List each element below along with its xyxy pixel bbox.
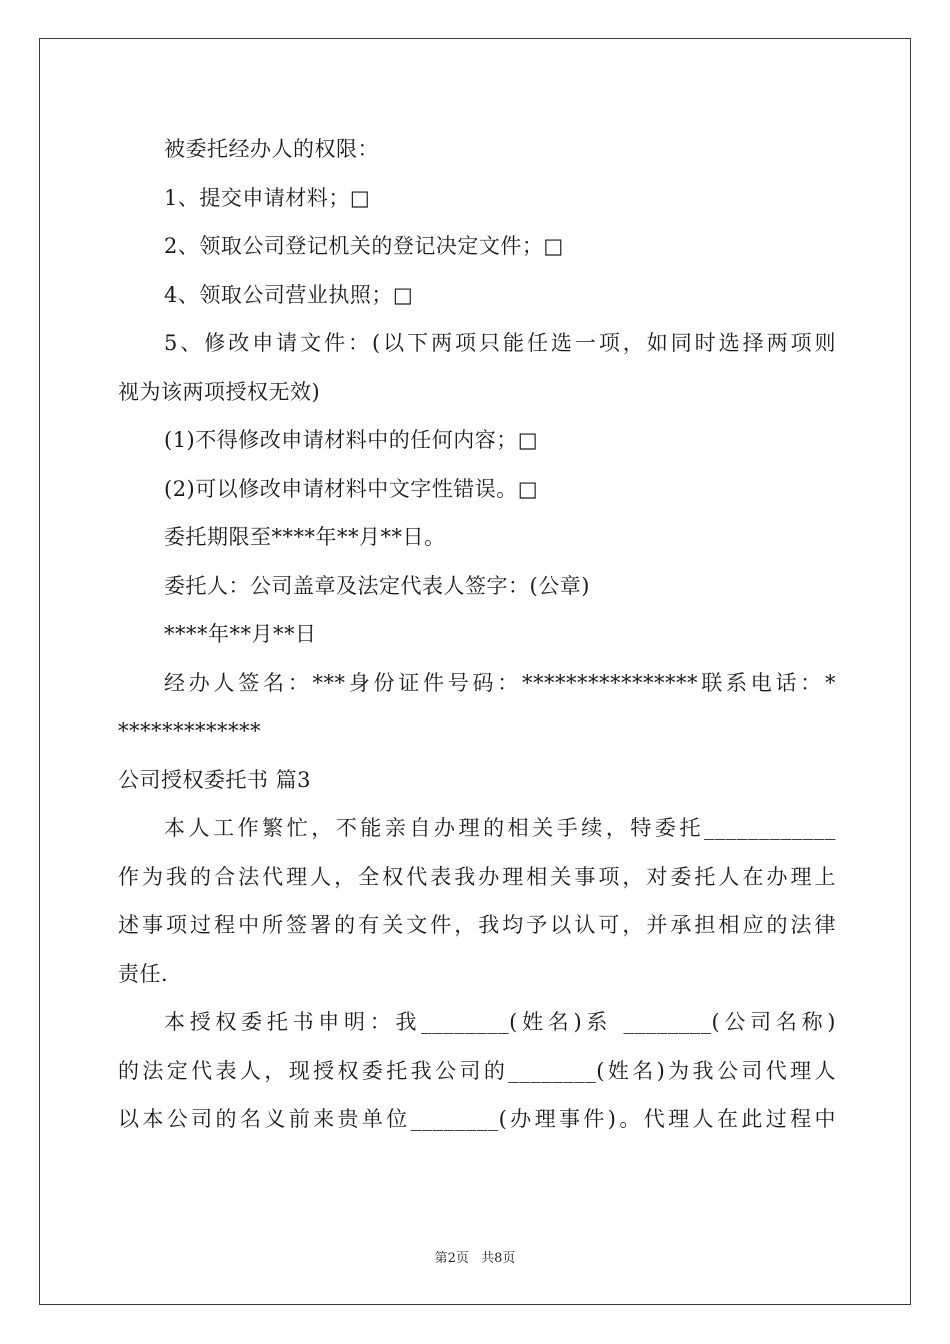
text-line: (1)不得修改申请材料中的任何内容；□: [164, 428, 539, 452]
text-line: 被委托经办人的权限：: [164, 137, 379, 161]
text-line: 经办人签名：***身份证件号码：****************联系电话：*: [164, 670, 836, 695]
text-line: 公司授权委托书 篇3: [118, 767, 312, 792]
text-line: (2)可以修改申请材料中文字性错误。□: [164, 476, 539, 501]
text-line: 4、领取公司营业执照；□: [164, 282, 414, 307]
text-line: 1、提交申请材料；□: [164, 185, 371, 210]
text-line: 视为该两项授权无效): [118, 379, 321, 404]
text-line: *************: [118, 719, 261, 743]
text-line: 委托人：公司盖章及法定代表人签字：(公章): [164, 573, 590, 598]
page-number: 第2页: [434, 1251, 469, 1266]
text-line: 本授权委托书申明：我________(姓名)系 ________(公司名称): [164, 1010, 836, 1034]
text-line: ****年**月**日: [164, 622, 317, 646]
text-line: 的法定代表人，现授权委托我公司的________(姓名)为我公司代理人: [118, 1058, 836, 1083]
text-line: 本人工作繁忙，不能亲自办理的相关手续，特委托____________: [164, 816, 836, 840]
page-total: 共8页: [481, 1251, 516, 1266]
text-line: 责任.: [118, 961, 169, 986]
text-line: 作为我的合法代理人，全权代表我办理相关事项，对委托人在办理上: [118, 864, 836, 889]
text-line: 以本公司的名义前来贵单位________(办理事件)。代理人在此过程中: [118, 1107, 836, 1131]
text-line: 述事项过程中所签署的有关文件，我均予以认可，并承担相应的法律: [118, 913, 836, 937]
page-footer: [0, 1247, 950, 1266]
document-body: [118, 125, 836, 1144]
text-line: 5、修改申请文件：(以下两项只能任选一项，如同时选择两项则: [164, 331, 836, 355]
text-line: 2、领取公司登记机关的登记决定文件；□: [164, 234, 564, 258]
text-line: 委托期限至****年**月**日。: [164, 525, 446, 549]
